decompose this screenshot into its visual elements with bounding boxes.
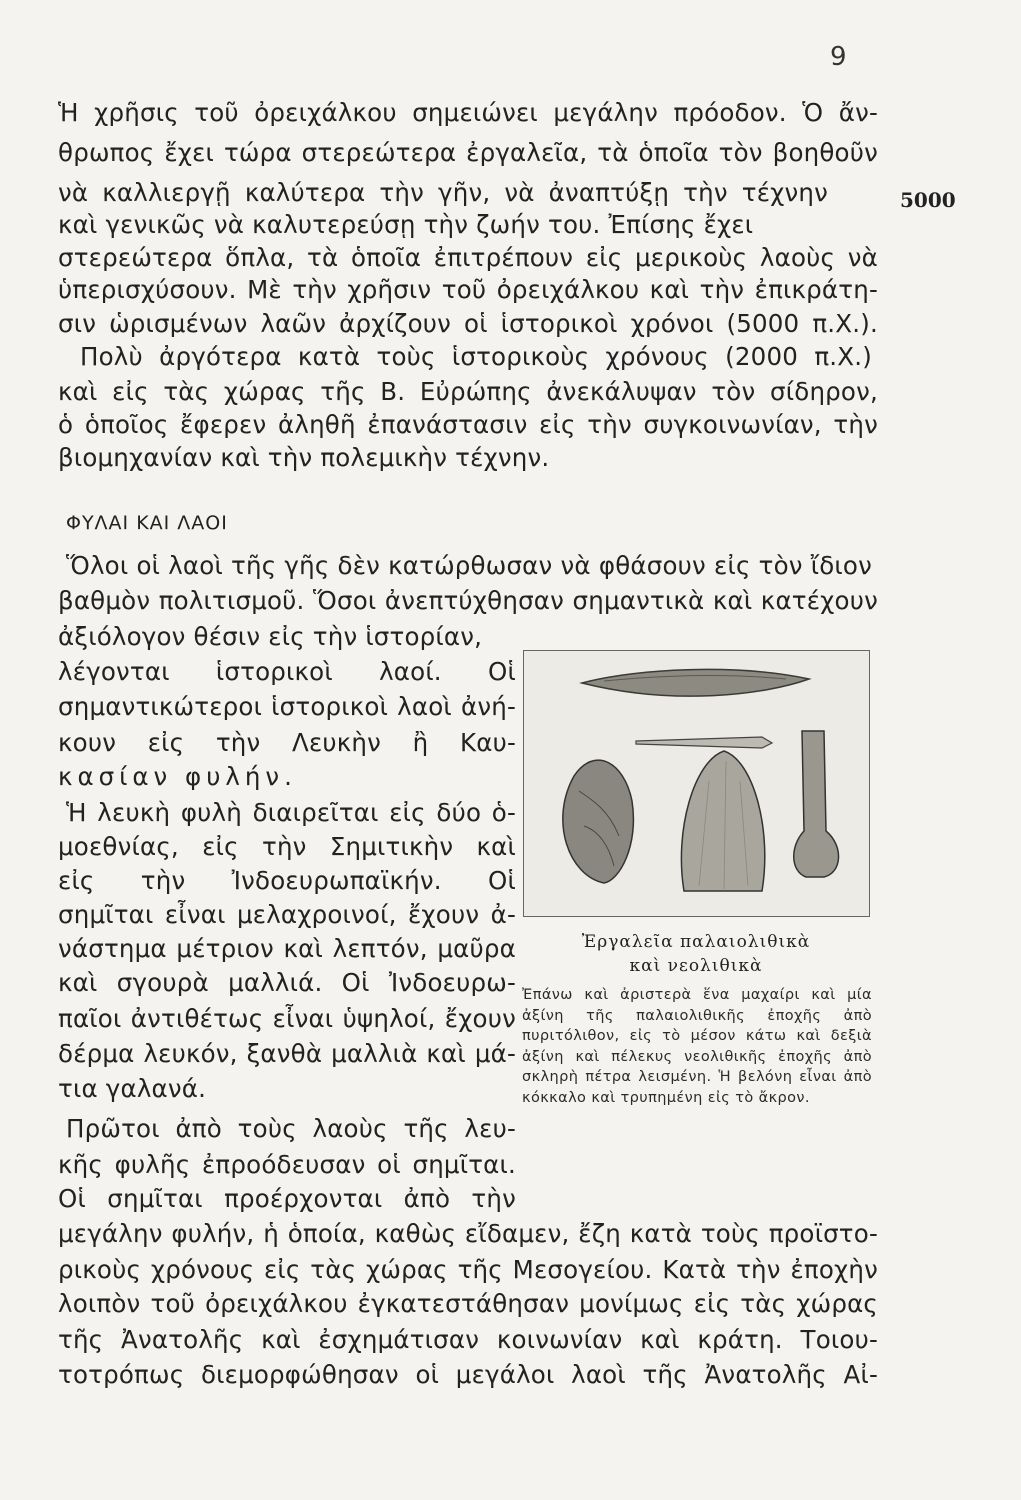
- text-line: κασίαν φυλήν.: [58, 762, 297, 791]
- stone-tools-illustration: [524, 651, 869, 916]
- text-line: βιομηχανίαν καὶ τὴν πολεμικὴν τέχνην.: [58, 443, 550, 472]
- text-line: ρικοὺς χρόνους εἰς τὰς χώρας τῆς Μεσογείου. Κατὰ τὴν ἐποχὴν: [58, 1255, 878, 1284]
- text-line: καὶ εἰς τὰς χώρας τῆς Β. Εὐρώπης ἀνεκάλυψαν τὸν σίδηρον,: [58, 377, 878, 406]
- section-heading: ΦΥΛΑΙ ΚΑΙ ΛΑΟΙ: [66, 512, 228, 534]
- text-line: δέρμα λευκόν, ξανθὰ μαλλιὰ καὶ μά-: [58, 1039, 516, 1068]
- text-line: στερεώτερα ὅπλα, τὰ ὁποῖα ἐπιτρέπουν εἰς μερικοὺς λαοὺς νὰ: [58, 243, 878, 272]
- text-line: μεγάλην φυλήν, ἡ ὁποία, καθὼς εἴδαμεν, ἔζη κατὰ τοὺς προϊστο-: [58, 1219, 878, 1248]
- stone-tools-figure: [523, 650, 870, 917]
- text-line: Ἡ χρῆσις τοῦ ὀρειχάλκου σημειώνει μεγάλην πρόοδον. Ὁ ἄν-: [58, 98, 878, 127]
- text-line: τια γαλανά.: [58, 1074, 207, 1103]
- neolithic-axe-illustration: [681, 751, 764, 891]
- text-line: εἰς τὴν Ἰνδοευρωπαϊκήν. Οἱ: [58, 866, 516, 895]
- figure-title-line: Ἐργαλεῖα παλαιολιθικὰ: [581, 932, 811, 952]
- text-line: βαθμὸν πολιτισμοῦ. Ὅσοι ἀνεπτύχθησαν σημαντικὰ καὶ κατέχουν: [58, 586, 878, 615]
- figure-title-line: καὶ νεολιθικὰ: [629, 956, 763, 976]
- text-line: ὁ ὁποῖος ἔφερεν ἀληθῆ ἐπανάστασιν εἰς τὴν συγκοινωνίαν, τὴν: [58, 410, 878, 439]
- text-line: τοτρόπως διεμορφώθησαν οἱ μεγάλοι λαοὶ τῆς Ἀνατολῆς Αἰ-: [58, 1360, 878, 1389]
- flint-knife-illustration: [582, 669, 809, 696]
- figure-caption: Ἐπάνω καὶ ἀριστερὰ ἕνα μαχαίρι καὶ μία ἀξίνη τῆς παλαιολιθικῆς ἐποχῆς ἀπὸ πυριτόλιθον, εἰς τὸ μέσον κάτω καὶ δεξιὰ ἀξίνη καὶ πέλεκυς νεολιθικῆς ἐποχῆς ἀπὸ σκληρὴ πέτρα λεισμένη. Ἡ βελόνη εἶναι ἀπὸ κόκκαλο καὶ τρυπημένη εἰς τὸ ἄκρον.: [522, 987, 872, 1106]
- text-line: λοιπὸν τοῦ ὀρειχάλκου ἐγκατεστάθησαν μονίμως εἰς τὰς χώρας: [58, 1289, 878, 1318]
- text-line: Πολὺ ἀργότερα κατὰ τοὺς ἱστορικοὺς χρόνους (2000 π.Χ.): [80, 342, 872, 371]
- text-line: καὶ γενικῶς νὰ καλυτερεύσῃ τὴν ζωήν του. Ἐπίσης ἔχει: [58, 210, 754, 239]
- text-line: κῆς φυλῆς ἐπροόδευσαν οἱ σημῖται.: [58, 1150, 516, 1179]
- margin-year-note: 5000: [900, 188, 956, 212]
- text-line: Ἡ λευκὴ φυλὴ διαιρεῖται εἰς δύο ὁ-: [66, 798, 516, 827]
- text-line: παῖοι ἀντιθέτως εἶναι ὑψηλοί, ἔχουν: [58, 1004, 516, 1033]
- text-line: σιν ὡρισμένων λαῶν ἀρχίζουν οἱ ἱστορικοὶ χρόνοι (5000 π.Χ.).: [58, 309, 878, 338]
- text-line: Οἱ σημῖται προέρχονται ἀπὸ τὴν: [58, 1184, 516, 1213]
- text-line: τῆς Ἀνατολῆς καὶ ἐσχημάτισαν κοινωνίαν καὶ κράτη. Τοιου-: [58, 1325, 878, 1354]
- figure-title: [520, 930, 872, 978]
- text-line: σημαντικώτεροι ἱστορικοὶ λαοὶ ἀνή-: [58, 692, 516, 721]
- text-line: θρωπος ἔχει τώρα στερεώτερα ἐργαλεῖα, τὰ ὁποῖα τὸν βοηθοῦν: [58, 138, 878, 167]
- text-line: σημῖται εἶναι μελαχροινοί, ἔχουν ἀ-: [58, 900, 516, 929]
- text-line: μοεθνίας, εἰς τὴν Σημιτικὴν καὶ: [58, 832, 516, 861]
- text-line: νὰ καλλιεργῇ καλύτερα τὴν γῆν, νὰ ἀναπτύξῃ τὴν τέχνην: [58, 178, 828, 207]
- text-line: ἀξιόλογον θέσιν εἰς τὴν ἱστορίαν,: [58, 622, 483, 651]
- text-line: κουν εἰς τὴν Λευκὴν ἢ Καυ-: [58, 728, 516, 757]
- neolithic-hammer-illustration: [794, 731, 839, 877]
- text-line: καὶ σγουρὰ μαλλιά. Οἱ Ἰνδοευρω-: [58, 968, 516, 997]
- text-line: Ὅλοι οἱ λαοὶ τῆς γῆς δὲν κατώρθωσαν νὰ φθάσουν εἰς τὸν ἴδιον: [66, 551, 872, 580]
- bone-needle-illustration: [636, 737, 772, 748]
- text-line: νάστημα μέτριον καὶ λεπτόν, μαῦρα: [58, 934, 516, 963]
- page-number: 9: [830, 42, 847, 72]
- text-line: ὑπερισχύσουν. Μὲ τὴν χρῆσιν τοῦ ὀρειχάλκου καὶ τὴν ἐπικράτη-: [58, 275, 878, 304]
- text-line: λέγονται ἱστορικοὶ λαοί. Οἱ: [58, 657, 516, 686]
- text-line: Πρῶτοι ἀπὸ τοὺς λαοὺς τῆς λευ-: [66, 1114, 516, 1143]
- paleolithic-axe-illustration: [563, 760, 634, 883]
